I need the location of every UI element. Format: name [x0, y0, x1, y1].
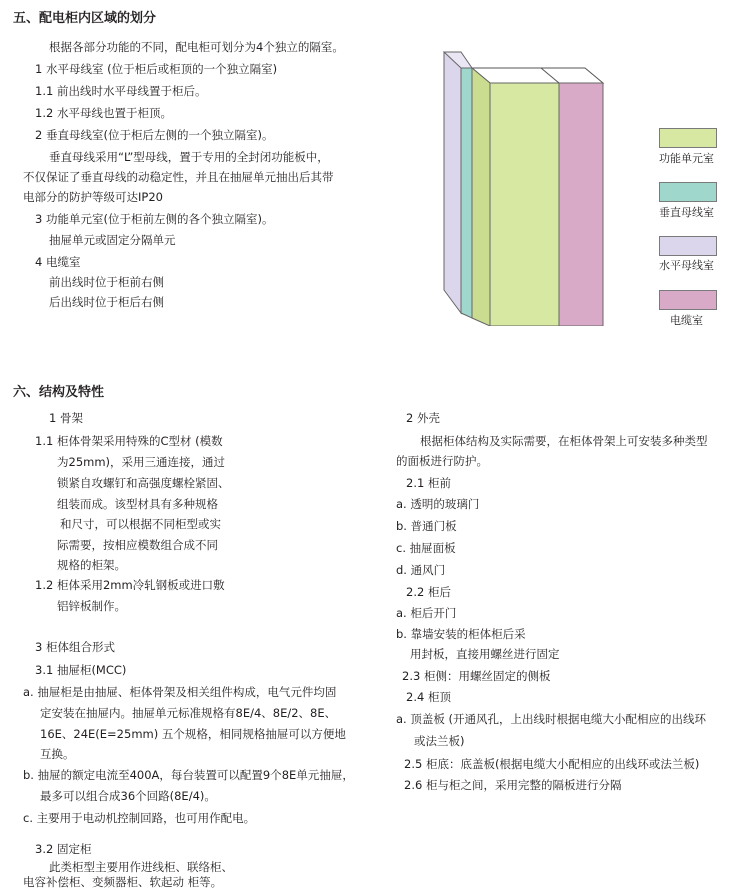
text-line: b. 靠墙安装的柜体柜后采: [396, 627, 526, 641]
text-line: 1 骨架: [49, 411, 83, 425]
text-line: 1.1 柜体骨架采用特殊的C型材 (模数: [35, 434, 223, 448]
text-line: 3 柜体组合形式: [35, 640, 115, 654]
text-line: 2.2 柜后: [406, 585, 451, 599]
text-line: d. 通风门: [396, 563, 446, 577]
legend-label-vertical-busbar: 垂直母线室: [659, 206, 714, 219]
text-line: 规格的柜架。: [57, 558, 126, 572]
text-line: 和尺寸，可以根据不同柜型或实: [60, 517, 221, 531]
text-line: 组装而成。该型材具有多种规格: [57, 497, 218, 511]
legend-swatch-horizontal-busbar: [659, 236, 717, 256]
legend-label-functional: 功能单元室: [659, 152, 714, 165]
text-line: 最多可以组合成36个回路(8E/4)。: [40, 789, 216, 803]
legend-swatch-functional: [659, 128, 717, 148]
text-line: 根据柜体结构及实际需要，在柜体骨架上可安装多种类型: [420, 434, 708, 448]
text-line: 电容补偿柜、变频器柜、软起动 柜等。: [23, 875, 223, 889]
text-line: 为25mm)，采用三通连接，通过: [57, 455, 226, 469]
cabinet-diagram: [436, 48, 606, 330]
functional-side-face: [472, 68, 490, 326]
text-line: 3 功能单元室(位于柜前左侧的各个独立隔室)。: [35, 212, 274, 226]
text-line: 2.1 柜前: [406, 476, 451, 490]
text-line: 4 电缆室: [35, 255, 81, 269]
text-line: 16E、24E(E=25mm) 五个规格，相同规格抽屉可以方便地: [40, 727, 346, 741]
text-line: 根据各部分功能的不同，配电柜可划分为4个独立的隔室。: [49, 40, 344, 54]
text-line: 垂直母线采用“L”型母线，置于专用的全封闭功能板中，: [49, 150, 329, 164]
section5-title: 五、配电柜内区域的划分: [13, 11, 157, 26]
cable-compartment: [559, 83, 603, 326]
text-line: 际需要，按相应模数组合成不同: [57, 538, 218, 552]
text-line: 此类柜型主要用作进线柜、联络柜、: [49, 860, 233, 874]
legend-swatch-vertical-busbar: [659, 182, 717, 202]
text-line: c. 主要用于电动机控制回路，也可用作配电。: [23, 811, 256, 825]
text-line: b. 抽屉的额定电流至400A，每台装置可以配置9个8E单元抽屉，: [23, 768, 354, 782]
text-line: 1.2 柜体采用2mm冷轧钢板或进口敷: [35, 578, 225, 592]
text-line: 抽屉单元或固定分隔单元: [49, 233, 176, 247]
text-line: 1.1 前出线时水平母线置于柜后。: [35, 84, 207, 98]
text-line: 锁紧自攻螺钉和高强度螺栓紧固、: [57, 476, 230, 490]
horizontal-busbar-compartment: [444, 52, 461, 313]
cabinet-top: [472, 68, 603, 83]
text-line: 前出线时位于柜前右侧: [49, 275, 164, 289]
text-line: 1.2 水平母线也置于柜顶。: [35, 106, 172, 120]
text-line: 2.6 柜与柜之间，采用完整的隔板进行分隔: [404, 778, 622, 792]
text-line: 电部分的防护等级可达IP20: [23, 190, 163, 204]
text-line: 2.4 柜顶: [406, 690, 451, 704]
text-line: 不仅保证了垂直母线的动稳定性，并且在抽屉单元抽出后其带: [23, 170, 334, 184]
text-line: c. 抽屉面板: [396, 541, 456, 555]
text-line: 或法兰板): [414, 734, 465, 748]
text-line: a. 顶盖板 (开通风孔，上出线时根据电缆大小配相应的出线环: [396, 712, 706, 726]
text-line: 2 外壳: [406, 411, 440, 425]
text-line: 2 垂直母线室(位于柜后左侧的一个独立隔室)。: [35, 128, 274, 142]
text-line: 后出线时位于柜后右侧: [49, 295, 164, 309]
text-line: b. 普通门板: [396, 519, 457, 533]
functional-unit-compartment: [490, 83, 559, 326]
cabinet-illustration: [436, 48, 606, 326]
text-line: 2.5 柜底：底盖板(根据电缆大小配相应的出线环或法兰板): [404, 757, 700, 771]
text-line: 用封板，直接用螺丝进行固定: [410, 647, 560, 661]
text-line: a. 抽屉柜是由抽屉、柜体骨架及相关组件构成，电气元件均固: [23, 685, 337, 699]
legend-label-horizontal-busbar: 水平母线室: [659, 259, 714, 272]
text-line: 2.3 柜侧：用螺丝固定的侧板: [402, 669, 551, 683]
text-line: 铝锌板制作。: [57, 599, 126, 613]
text-line: 的面板进行防护。: [396, 454, 488, 468]
text-line: 1 水平母线室 (位于柜后或柜顶的一个独立隔室): [35, 62, 278, 76]
legend-label-cable: 电缆室: [670, 314, 703, 327]
text-line: a. 柜后开门: [396, 606, 457, 620]
text-line: 互换。: [40, 747, 75, 761]
text-line: a. 透明的玻璃门: [396, 497, 480, 511]
legend-swatch-cable: [659, 290, 717, 310]
vertical-busbar-compartment: [461, 68, 472, 318]
text-line: 3.2 固定柜: [35, 842, 92, 856]
text-line: 3.1 抽屉柜(MCC): [35, 663, 127, 677]
section6-title: 六、结构及特性: [13, 385, 105, 400]
text-line: 定安装在抽屉内。抽屉单元标准规格有8E/4、8E/2、8E、: [40, 706, 337, 720]
